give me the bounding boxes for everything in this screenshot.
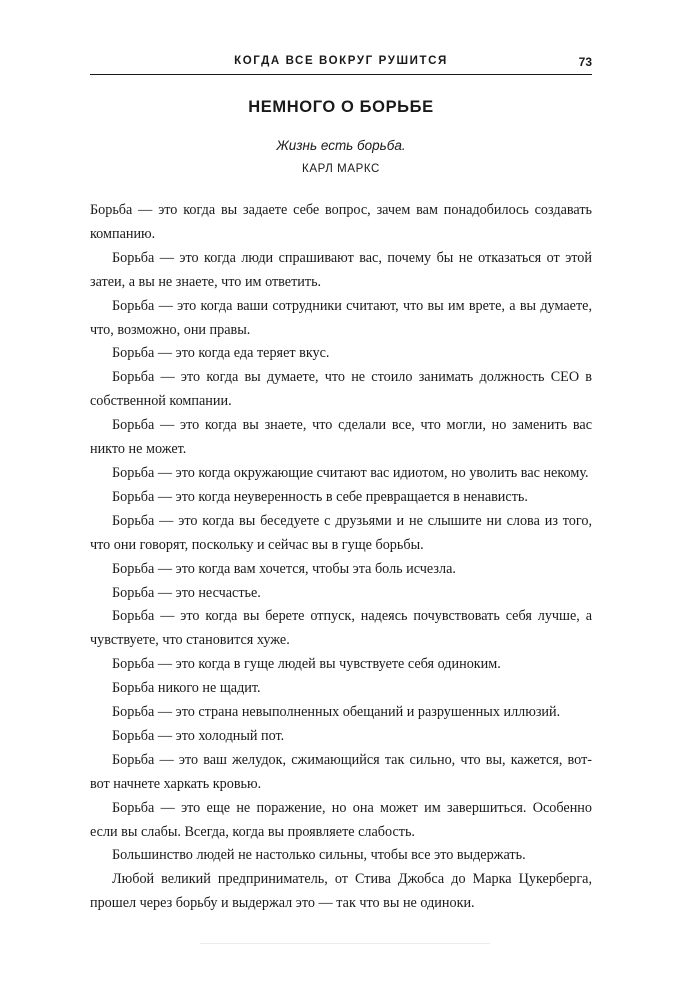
paragraph: Борьба — это ваш желудок, сжимающийся так сильно, что вы, кажется, вот-вот начнете харкать кровью. (90, 751, 592, 792)
paragraph: Борьба — это еще не поражение, но она может им завершиться. Особенно если вы слабы. Всегда, когда вы проявляете слабость. (90, 799, 592, 840)
paragraph: Борьба никого не щадит. (112, 680, 261, 697)
paragraph: Борьба — это когда вам хочется, чтобы эта боль исчезла. (112, 560, 456, 577)
epigraph-quote: Жизнь есть борьба. (276, 138, 406, 153)
paragraph: Борьба — это когда вы берете отпуск, надеясь почувствовать себя лучше, а чувствуете, что становится хуже. (90, 608, 592, 649)
paragraph: Борьба — это когда ваши сотрудники считают, что вы им врете, а вы думаете, что, возможно, они правы. (90, 297, 592, 338)
footer-divider (200, 943, 490, 944)
running-title: КОГДА ВСЕ ВОКРУГ РУШИТСЯ (234, 55, 448, 67)
epigraph-author: КАРЛ МАРКС (302, 163, 380, 175)
paragraph: Борьба — это страна невыполненных обещаний и разрушенных иллюзий. (112, 704, 561, 721)
paragraph: Борьба — это когда вы задаете себе вопрос, зачем вам понадобилось создавать компанию. (90, 202, 592, 242)
paragraph: Борьба — это когда окружающие считают вас идиотом, но уволить вас некому. (112, 464, 589, 481)
paragraph: Большинство людей не настолько сильны, чтобы все это выдержать. (112, 847, 526, 864)
page-number: 73 (578, 55, 592, 69)
paragraph: Борьба — это когда еда теряет вкус. (112, 345, 330, 362)
paragraph: Борьба — это когда вы беседуете с друзьями и не слышите ни слова из того, что они говорят, поскольку и сейчас вы в гуще борьбы. (90, 512, 592, 553)
paragraph: Борьба — это когда в гуще людей вы чувствуете себя одиноким. (112, 656, 501, 673)
paragraph: Борьба — это когда неуверенность в себе превращается в ненависть. (112, 488, 528, 505)
paragraph: Борьба — это когда люди спрашивают вас, почему бы не отказаться от этой затеи, а вы не знаете, что им ответить. (90, 249, 592, 290)
paragraph: Любой великий предприниматель, от Стива Джобса до Марка Цукерберга, прошел через борьбу и выдержал это — так что вы не одиноки. (90, 871, 592, 912)
paragraph: Борьба — это несчастье. (112, 584, 261, 601)
paragraph: Борьба — это когда вы думаете, что не стоило занимать должность CEO в собственной компании. (90, 369, 592, 410)
running-header (90, 55, 592, 73)
body-text (90, 199, 592, 916)
paragraph: Борьба — это когда вы знаете, что сделали все, что могли, но заменить вас никто не может. (90, 417, 592, 458)
paragraph: Борьба — это холодный пот. (112, 727, 285, 744)
header-divider (90, 74, 592, 75)
chapter-title: НЕМНОГО О БОРЬБЕ (248, 98, 434, 116)
